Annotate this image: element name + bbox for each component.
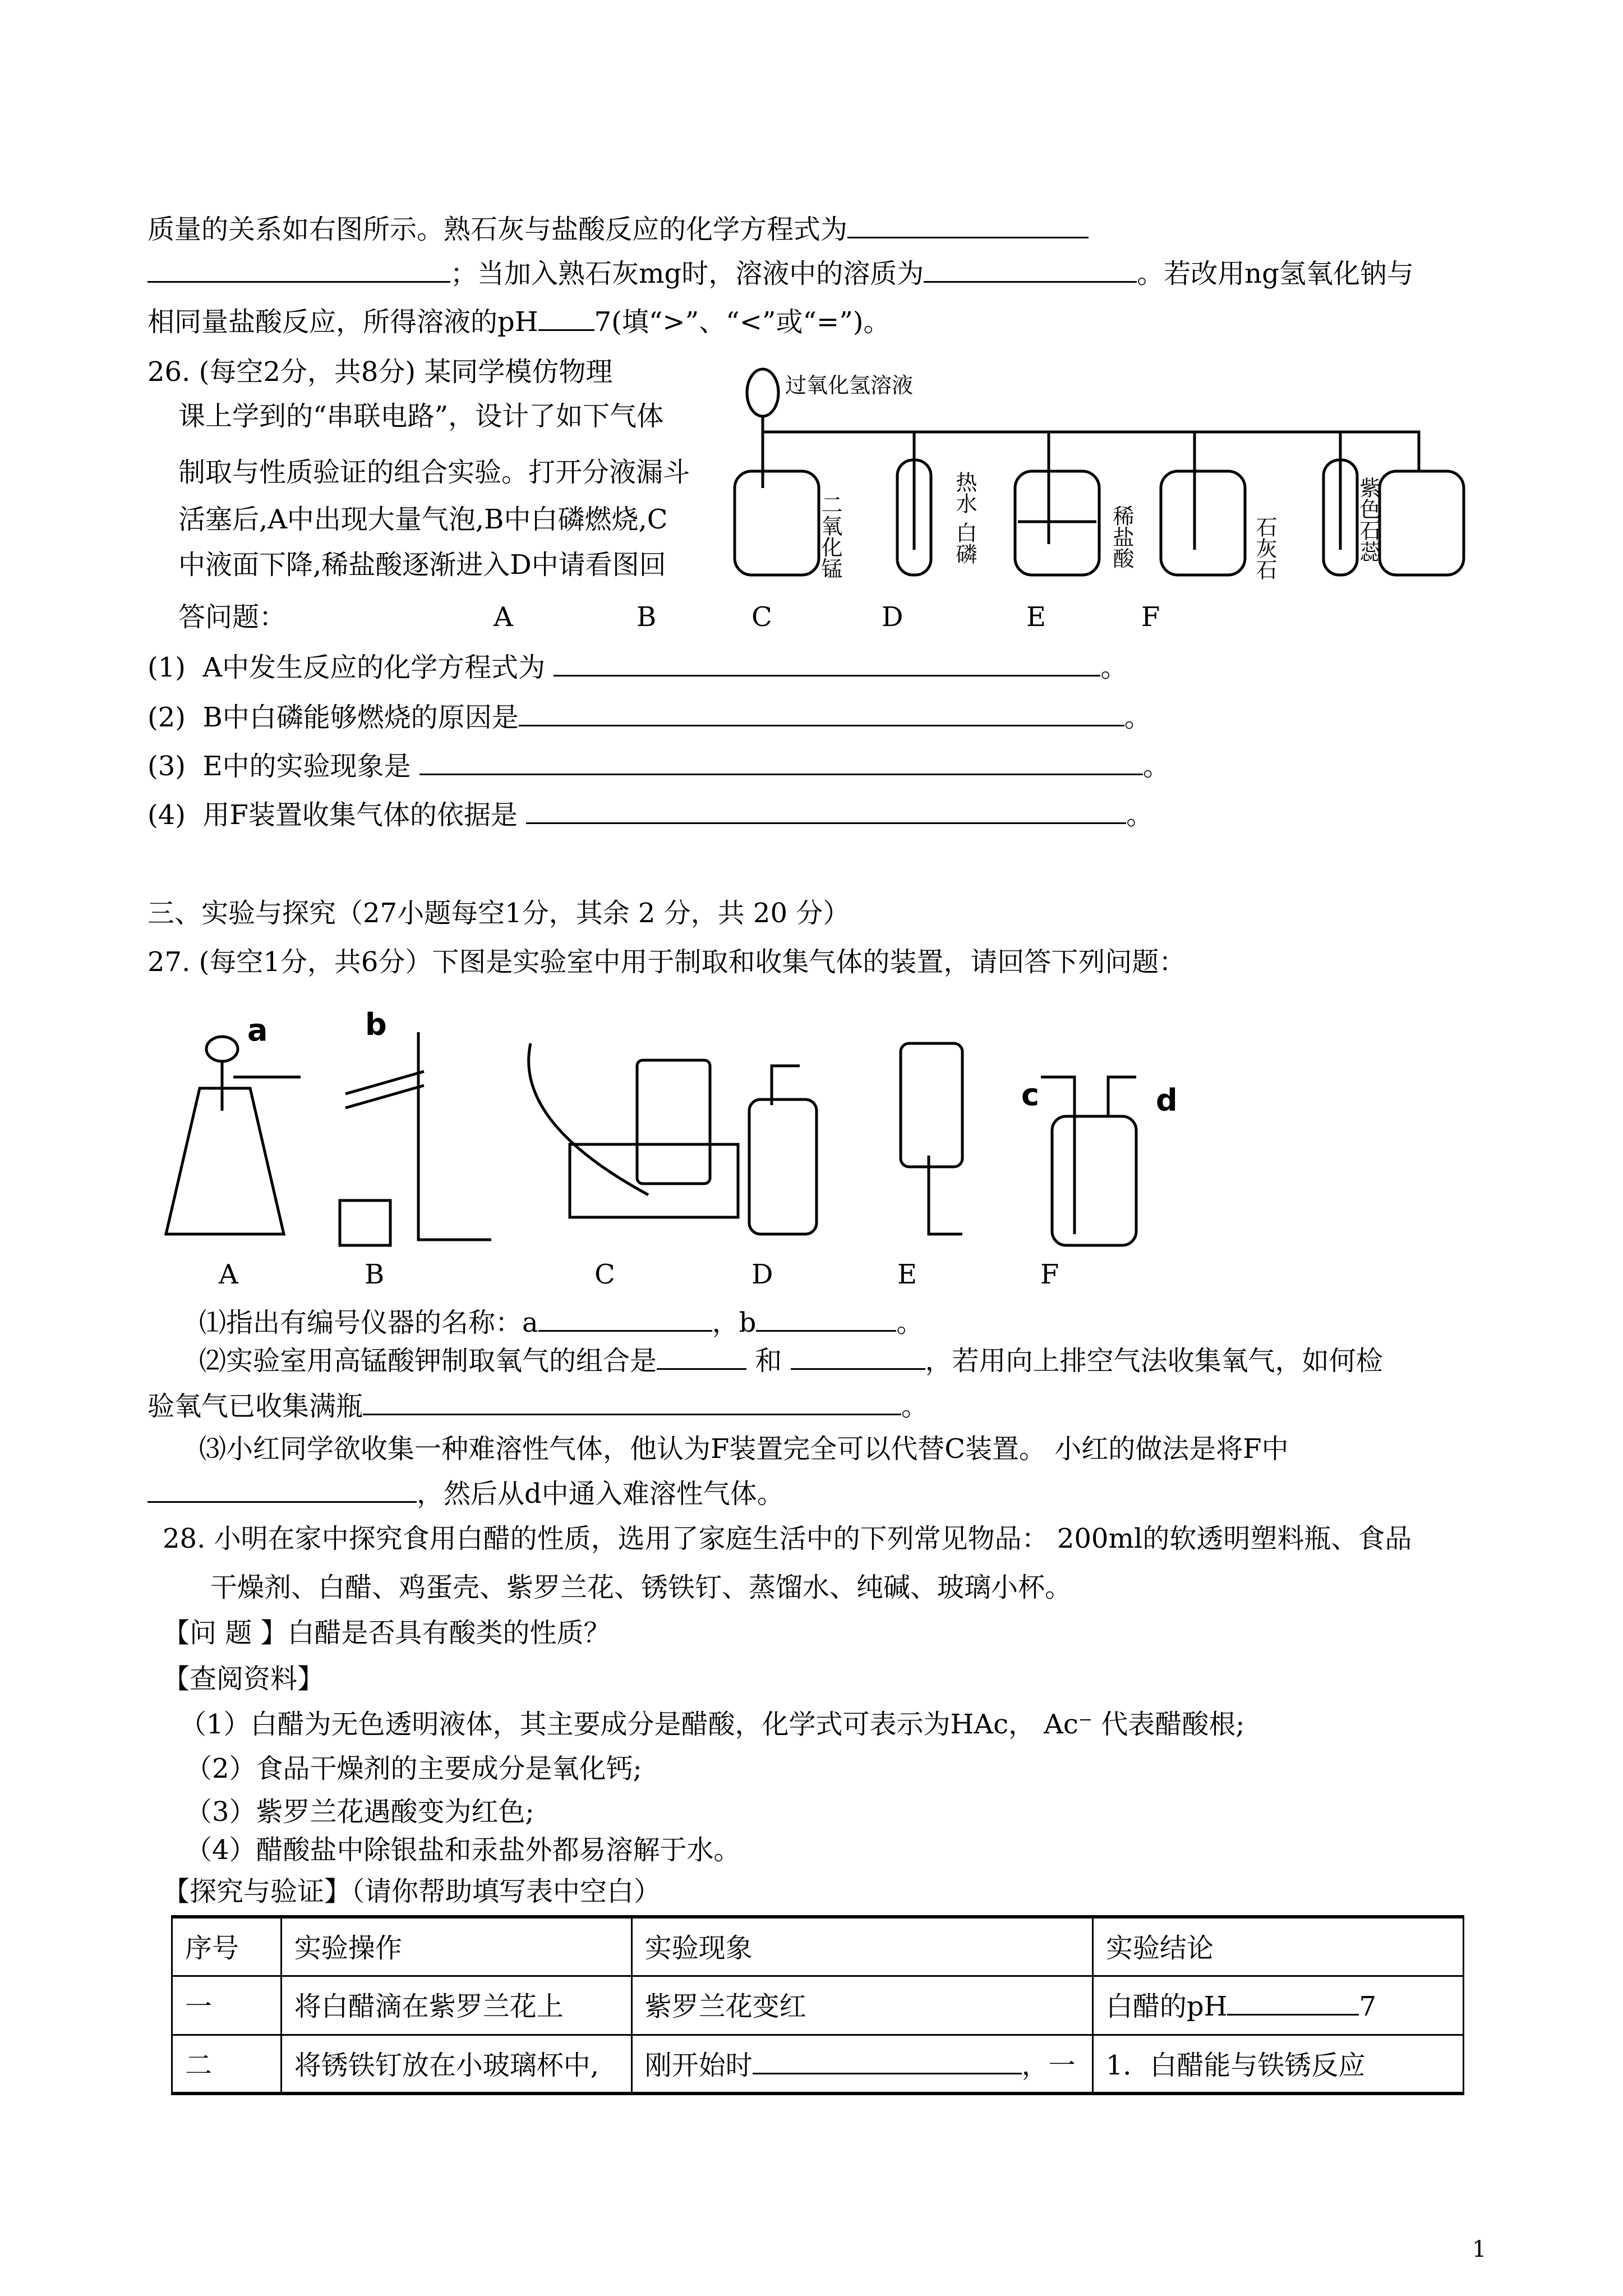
answer-blank[interactable] bbox=[526, 798, 1126, 824]
q-end: 。 bbox=[896, 1307, 924, 1338]
q-text: ，若用向上排空气法收集氧气，如何检 bbox=[925, 1345, 1383, 1377]
cell-text: ，一 bbox=[1021, 2049, 1076, 2081]
apparatus-label-f: F bbox=[1141, 601, 1160, 633]
apparatus-f-bottle-icon bbox=[1041, 1077, 1136, 1245]
answer-blank[interactable] bbox=[554, 650, 1100, 677]
q28-explore-label: 【探究与验证】（请你帮助填写表中空白） bbox=[163, 1876, 661, 1907]
apparatus-c-trough-icon bbox=[529, 1043, 738, 1217]
q-num: (2) bbox=[147, 702, 186, 733]
q25-line1 bbox=[147, 212, 1089, 246]
q-end: 。 bbox=[1142, 751, 1170, 782]
apparatus-label-e: E bbox=[1026, 601, 1046, 633]
label-h2o2: 过氧化氢溶液 bbox=[785, 373, 914, 398]
q26-intro-2: 课上学到的“串联电路”，设计了如下气体 bbox=[178, 401, 664, 432]
q27-part2-cont bbox=[147, 1389, 928, 1423]
q27-apparatus-diagram bbox=[155, 1010, 1187, 1251]
q28-intro-2: 干燥剂、白醋、鸡蛋壳、紫罗兰花、锈铁钉、蒸馏水、纯碱、玻璃小杯。 bbox=[210, 1572, 1072, 1603]
mark-b: b bbox=[365, 1010, 387, 1042]
bottle-f-icon bbox=[1380, 471, 1464, 575]
label-white-phosphorus: 白磷 bbox=[952, 522, 977, 564]
table-row bbox=[172, 2035, 1464, 2093]
q-num: (3) bbox=[147, 751, 186, 782]
cell-conclusion: 1．白醋能与铁锈反应 bbox=[1092, 2035, 1463, 2093]
q28-problem bbox=[163, 1616, 611, 1650]
q28-ref-label: 【查阅资料】 bbox=[163, 1663, 325, 1695]
q26-intro-1: 26. (每空2分，共8分) 某同学模仿物理 bbox=[147, 356, 613, 388]
q-end: 。 bbox=[1100, 652, 1128, 683]
q26-intro-5: 中液面下降,稀盐酸逐渐进入D中请看图回 bbox=[178, 549, 666, 581]
q27-part3-cont bbox=[147, 1476, 784, 1511]
q27-part2 bbox=[199, 1343, 1383, 1378]
table-header-row bbox=[172, 1917, 1464, 1976]
q25-text: 相同量盐酸反应，所得溶液的pH bbox=[147, 306, 538, 338]
q-text: 用F装置收集气体的依据是 bbox=[202, 799, 518, 831]
answer-blank[interactable] bbox=[924, 256, 1137, 283]
mark-c: c bbox=[1021, 1077, 1040, 1112]
q25-text: 7(填“>”、“<”或“=”)。 bbox=[594, 306, 891, 338]
header-cell: 实验操作 bbox=[281, 1917, 631, 1976]
bottle-c-icon bbox=[1015, 471, 1099, 575]
q-text: ，b bbox=[712, 1307, 757, 1338]
answer-blank[interactable] bbox=[147, 256, 450, 283]
experiment-table bbox=[171, 1915, 1464, 2095]
q28-ref-1: （1）白醋为无色透明液体，其主要成分是醋酸，化学式可表示为HAc， Ac⁻ 代表醋酸根; bbox=[179, 1709, 1245, 1740]
label-limestone: 石灰石 bbox=[1252, 516, 1277, 580]
answer-blank-a[interactable] bbox=[538, 1305, 712, 1332]
q26-question-2 bbox=[147, 700, 1151, 734]
cell-conclusion bbox=[1092, 1976, 1463, 2035]
q26-question-4 bbox=[147, 798, 1153, 832]
answer-blank[interactable] bbox=[847, 212, 1089, 238]
apparatus-e-bottle-icon bbox=[901, 1043, 962, 1234]
q-num: (1) bbox=[147, 652, 186, 683]
answer-blank[interactable] bbox=[753, 2048, 1022, 2074]
q28-intro-1: 28. 小明在家中探究食用白醋的性质，选用了家庭生活中的下列常见物品： 200ml的软透明塑料瓶、食品 bbox=[163, 1523, 1412, 1554]
bottle-d-icon bbox=[1161, 471, 1245, 575]
apparatus-label-d: D bbox=[882, 601, 903, 633]
cell-phenomenon bbox=[631, 2035, 1092, 2093]
problem-text: 白醋是否具有酸类的性质？ bbox=[287, 1617, 611, 1649]
mark-d: d bbox=[1156, 1083, 1178, 1118]
answer-blank[interactable] bbox=[791, 1343, 925, 1370]
q26-apparatus-diagram bbox=[729, 359, 1497, 583]
q27-part3: ⑶小红同学欲收集一种难溶性气体，他认为F装置完全可以代替C装置。 小红的做法是将F中 bbox=[199, 1433, 1289, 1465]
cell-text: 刚开始时 bbox=[644, 2049, 753, 2081]
cell-operation: 将白醋滴在紫罗兰花上 bbox=[281, 1976, 631, 2035]
apparatus-a-flask-icon bbox=[166, 1037, 301, 1234]
apparatus-label-a: A bbox=[494, 601, 513, 633]
q26-intro-3: 制取与性质验证的组合实验。打开分液漏斗 bbox=[178, 457, 690, 488]
label-litmus: 紫色石蕊 bbox=[1356, 477, 1381, 562]
q-end: 。 bbox=[901, 1391, 929, 1422]
separatory-funnel-icon bbox=[747, 369, 778, 416]
section-label: 【问 题 】 bbox=[163, 1617, 288, 1649]
q27-part1 bbox=[199, 1305, 923, 1340]
answer-blank-b[interactable] bbox=[756, 1305, 896, 1332]
fig27-label-d: D bbox=[751, 1259, 773, 1290]
q-end: 。 bbox=[1124, 702, 1151, 733]
apparatus-label-c: C bbox=[751, 601, 772, 633]
q-num: (4) bbox=[147, 799, 186, 831]
answer-blank[interactable] bbox=[519, 700, 1124, 726]
q28-ref-4: （4）醋酸盐中除银盐和汞盐外都易溶解于水。 bbox=[185, 1834, 741, 1866]
cell-phenomenon: 紫罗兰花变红 bbox=[631, 1976, 1092, 2035]
q25-line2 bbox=[147, 256, 1414, 291]
fig27-label-b: B bbox=[365, 1259, 385, 1290]
fig27-label-f: F bbox=[1040, 1259, 1059, 1290]
label-hot-water: 热水 bbox=[952, 471, 977, 514]
q-text: ⑵实验室用高锰酸钾制取氧气的组合是 bbox=[199, 1345, 657, 1377]
q-text: ，然后从d中通入难溶性气体。 bbox=[417, 1478, 784, 1510]
q25-text: 。若改用ng氢氧化钠与 bbox=[1137, 258, 1414, 289]
label-dilute-hcl: 稀盐酸 bbox=[1109, 505, 1134, 569]
header-cell: 实验现象 bbox=[631, 1917, 1092, 1976]
q25-text: ；当加入熟石灰mg时，溶液中的溶质为 bbox=[450, 258, 924, 289]
answer-blank[interactable] bbox=[1227, 1989, 1359, 2016]
q-text: 和 bbox=[755, 1345, 782, 1377]
q28-ref-2: （2）食品干燥剂的主要成分是氧化钙; bbox=[185, 1753, 642, 1784]
apparatus-d-bottle-icon bbox=[749, 1066, 817, 1234]
q28-ref-3: （3）紫罗兰花遇酸变为红色; bbox=[185, 1796, 534, 1828]
q-text: 验氧气已收集满瓶 bbox=[147, 1391, 363, 1422]
section-3-title: 三、实验与探究（27小题每空1分，其余 2 分，共 20 分） bbox=[147, 898, 850, 929]
table-row bbox=[172, 1976, 1464, 2035]
cell-text: 白醋的pH bbox=[1105, 1990, 1228, 2022]
q25-line3 bbox=[147, 305, 890, 339]
q-text: A中发生反应的化学方程式为 bbox=[202, 652, 546, 683]
answer-blank[interactable] bbox=[363, 1389, 901, 1415]
header-cell: 实验结论 bbox=[1092, 1917, 1463, 1976]
fig27-label-e: E bbox=[897, 1259, 917, 1290]
apparatus-label-b: B bbox=[637, 601, 657, 633]
bottle-a-icon bbox=[735, 471, 819, 575]
cell-index: 二 bbox=[172, 2035, 282, 2093]
q-end: 。 bbox=[1126, 799, 1154, 831]
q-text: B中白磷能够燃烧的原因是 bbox=[202, 702, 519, 733]
q27-intro: 27. (每空1分，共6分）下图是实验室中用于制取和收集气体的装置，请回答下列问题： bbox=[147, 946, 1186, 978]
answer-blank[interactable] bbox=[419, 749, 1143, 775]
answer-blank[interactable] bbox=[657, 1343, 746, 1370]
q26-question-1 bbox=[147, 650, 1127, 684]
apparatus-b-test-tube-icon bbox=[340, 1032, 491, 1245]
cell-index: 一 bbox=[172, 1976, 282, 2035]
fig27-label-c: C bbox=[594, 1259, 615, 1290]
cell-operation: 将锈铁钉放在小玻璃杯中, bbox=[281, 2035, 631, 2093]
answer-blank[interactable] bbox=[538, 305, 594, 331]
fig27-label-a: A bbox=[219, 1259, 238, 1290]
answer-blank[interactable] bbox=[147, 1476, 417, 1503]
header-cell: 序号 bbox=[172, 1917, 282, 1976]
cell-text: 7 bbox=[1359, 1990, 1377, 2022]
q26-question-3 bbox=[147, 749, 1170, 783]
q26-intro-6: 答问题： bbox=[178, 601, 287, 633]
q-text: ⑴指出有编号仪器的名称：a bbox=[199, 1307, 538, 1338]
label-mno2: 二氧化锰 bbox=[818, 494, 842, 579]
q25-text: 质量的关系如右图所示。熟石灰与盐酸反应的化学方程式为 bbox=[147, 214, 848, 245]
q26-intro-4: 活塞后,A中出现大量气泡,B中白磷燃烧,C bbox=[178, 504, 668, 535]
page-number: 1 bbox=[1472, 2237, 1487, 2262]
mark-a: a bbox=[247, 1013, 268, 1048]
q-text: E中的实验现象是 bbox=[202, 751, 411, 782]
